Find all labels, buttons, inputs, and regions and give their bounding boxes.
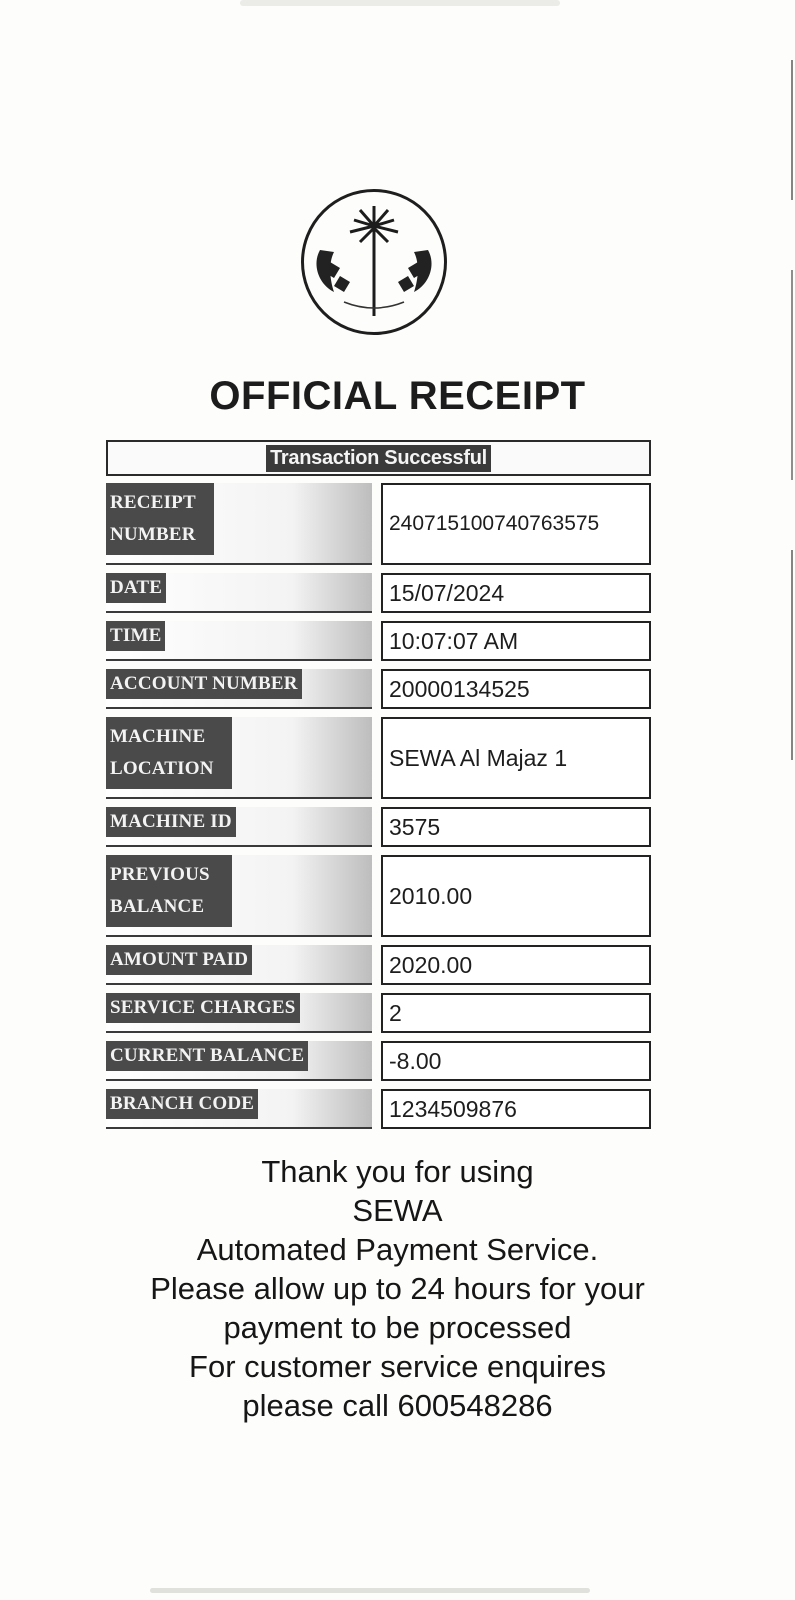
footer-line-2: SEWA — [352, 1193, 443, 1228]
value-machine-location: SEWA Al Majaz 1 — [381, 717, 651, 799]
value-current-balance: -8.00 — [381, 1041, 651, 1081]
value-time: 10:07:07 AM — [381, 621, 651, 661]
footer-line-6: For customer service enquires — [189, 1349, 606, 1384]
footer-message — [0, 1152, 795, 1425]
footer-line-3: Automated Payment Service. — [196, 1232, 599, 1267]
value-date: 15/07/2024 — [381, 573, 651, 613]
receipt-title: OFFICIAL RECEIPT — [209, 374, 586, 418]
row-amount-paid — [106, 945, 651, 985]
footer-line-7: please call 600548286 — [242, 1388, 553, 1423]
footer-line-5: payment to be processed — [223, 1310, 572, 1345]
label-previous-balance: PREVIOUS BALANCE — [106, 855, 232, 927]
label-account-number: ACCOUNT NUMBER — [106, 669, 302, 699]
footer-line-1: Thank you for using — [261, 1154, 534, 1189]
footer-line-4: Please allow up to 24 hours for your — [150, 1271, 645, 1306]
row-machine-location — [106, 717, 651, 799]
row-machine-id — [106, 807, 651, 847]
label-machine-location: MACHINE LOCATION — [106, 717, 232, 789]
row-branch-code — [106, 1089, 651, 1129]
transaction-status-bar — [106, 440, 651, 476]
value-previous-balance: 2010.00 — [381, 855, 651, 937]
value-amount-paid: 2020.00 — [381, 945, 651, 985]
row-date — [106, 573, 651, 613]
row-time — [106, 621, 651, 661]
value-receipt-number: 240715100740763575 — [381, 483, 651, 565]
label-branch-code: BRANCH CODE — [106, 1089, 258, 1119]
value-branch-code: 1234509876 — [381, 1089, 651, 1129]
label-time: TIME — [106, 621, 165, 651]
row-service-charges — [106, 993, 651, 1033]
label-current-balance: CURRENT BALANCE — [106, 1041, 308, 1071]
value-account-number: 20000134525 — [381, 669, 651, 709]
label-amount-paid: AMOUNT PAID — [106, 945, 252, 975]
paper-smudge-top — [240, 0, 560, 6]
row-receipt-number — [106, 483, 651, 565]
sewa-emblem-logo — [301, 189, 447, 335]
transaction-status: Transaction Successful — [266, 445, 491, 472]
row-account-number — [106, 669, 651, 709]
value-service-charges: 2 — [381, 993, 651, 1033]
label-date: DATE — [106, 573, 166, 603]
row-current-balance — [106, 1041, 651, 1081]
paper-smudge-bottom — [150, 1588, 590, 1593]
row-previous-balance — [106, 855, 651, 937]
value-machine-id: 3575 — [381, 807, 651, 847]
label-receipt-number: RECEIPT NUMBER — [106, 483, 214, 555]
label-machine-id: MACHINE ID — [106, 807, 236, 837]
palm-emblem-icon — [304, 192, 444, 332]
label-service-charges: SERVICE CHARGES — [106, 993, 300, 1023]
